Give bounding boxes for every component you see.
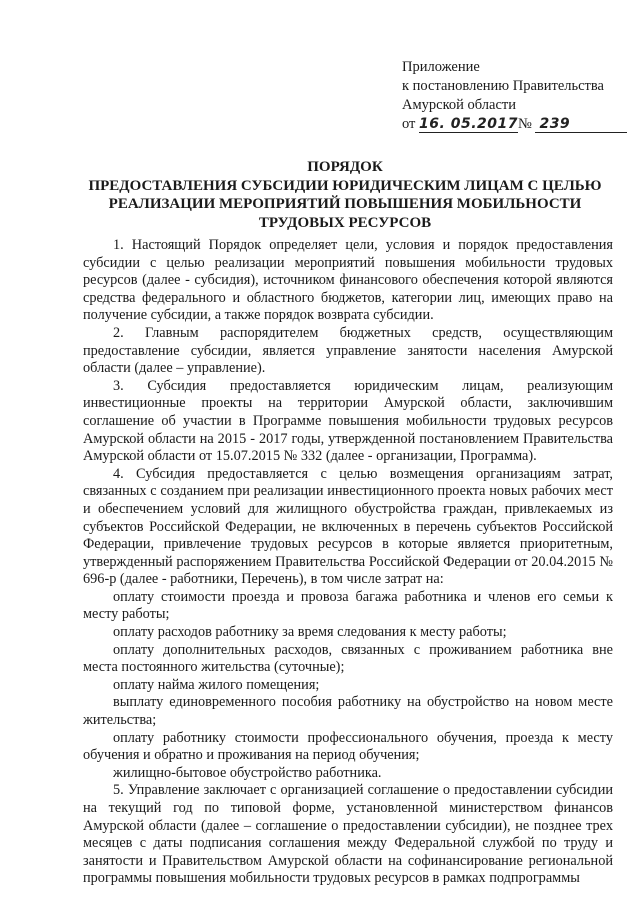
appendix-region-line: Амурской области xyxy=(402,97,516,113)
list-item-travel-time: оплату расходов работнику за время следования к месту работы; xyxy=(113,624,507,641)
list-item-per-diem: оплату дополнительных расходов, связанных с проживанием работника вне места постоянного жительства (суточные); xyxy=(83,641,613,676)
title-line-1: ПОРЯДОК xyxy=(307,159,383,175)
handwritten-date: 16. 05.2017 xyxy=(419,116,518,132)
title-line-4: ТРУДОВЫХ РЕСУРСОВ xyxy=(258,214,432,231)
paragraph-1: 1. Настоящий Порядок определяет цели, условия и порядок предоставления субсидии с целью реализации мероприятий повышения мобильности трудовых ресурсов (далее - субсидия), источником финансового обеспечения которой являются средства федерального и областного бюджетов, категории лиц, имеющих право на получение субсидии, а также порядок возврата субсидии. xyxy=(83,237,613,324)
paragraph-3: 3. Субсидия предоставляется юридическим лицам, реализующим инвестиционные проекты на территории Амурской области, заключившим соглашение об участии в Программе повышения мобильности трудовых ресурсов Амурской области на 2015 - 2017 годы, утвержденной постановлением Правительства Амурской области от 15.07.2015 № 332 (далее - организации, Программа). xyxy=(83,377,613,465)
paragraph-5: 5. Управление заключает с организацией соглашение о предоставлении субсидии на текущий год по типовой форме, установленной министерством финансов Амурской области (далее – соглашение о предоставлении субсидии), не позднее трех месяцев с даты подписания соглашения между Федеральной службой по труду и занятости и Правительством Амурской области на софинансирование региональной программы повышения мобильности трудовых ресурсов в рамках подпрограммы xyxy=(83,782,613,887)
list-item-housing-arrangement: жилищно-бытовое обустройство работника. xyxy=(113,764,382,781)
appendix-date-number-line xyxy=(402,115,627,134)
list-item-travel-costs: оплату стоимости проезда и провоза багажа работника и членов его семьи к месту работы; xyxy=(83,588,613,623)
document-body xyxy=(83,237,613,888)
from-label: от xyxy=(402,116,416,132)
list-item-settlement-allowance: выплату единовременного пособия работнику на обустройство на новом месте жительства; xyxy=(83,694,613,729)
appendix-block xyxy=(402,58,627,134)
appendix-resolution-line: к постановлению Правительства xyxy=(402,78,604,94)
number-label: № xyxy=(517,116,532,132)
paragraph-4: 4. Субсидия предоставляется с целью возмещения организациям затрат, связанных с созданием при реализации инвестиционного проекта новых рабочих мест и обеспечением условий для жилищного обустройства граждан, привлекаемых из субъектов Российской Федерации, не включенных в перечень субъектов Российской Федерации, привлечение трудовых ресурсов в которые является приоритетным, утвержденный распоряжением Правительства Российской Федерации от 20.04.2015 № 696-р (далее - работники, Перечень), в том числе затрат на: xyxy=(83,465,613,588)
handwritten-number: 239 xyxy=(535,117,627,133)
list-item-housing-rent: оплату найма жилого помещения; xyxy=(113,676,320,693)
appendix-label: Приложение xyxy=(402,59,480,75)
list-item-training-costs: оплату работнику стоимости профессионального обучения, проезда к месту обучения и обратно и проживания на период обучения; xyxy=(83,729,613,764)
title-line-2: ПРЕДОСТАВЛЕНИЯ СУБСИДИИ ЮРИДИЧЕСКИМ ЛИЦАМ С ЦЕЛЬЮ xyxy=(88,177,602,194)
title-line-3: РЕАЛИЗАЦИИ МЕРОПРИЯТИЙ ПОВЫШЕНИЯ МОБИЛЬНОСТИ xyxy=(108,196,582,212)
document-title xyxy=(60,158,630,232)
paragraph-2: 2. Главным распорядителем бюджетных средств, осуществляющим предоставление субсидии, является управление занятости населения Амурской области (далее – управление). xyxy=(83,324,613,377)
